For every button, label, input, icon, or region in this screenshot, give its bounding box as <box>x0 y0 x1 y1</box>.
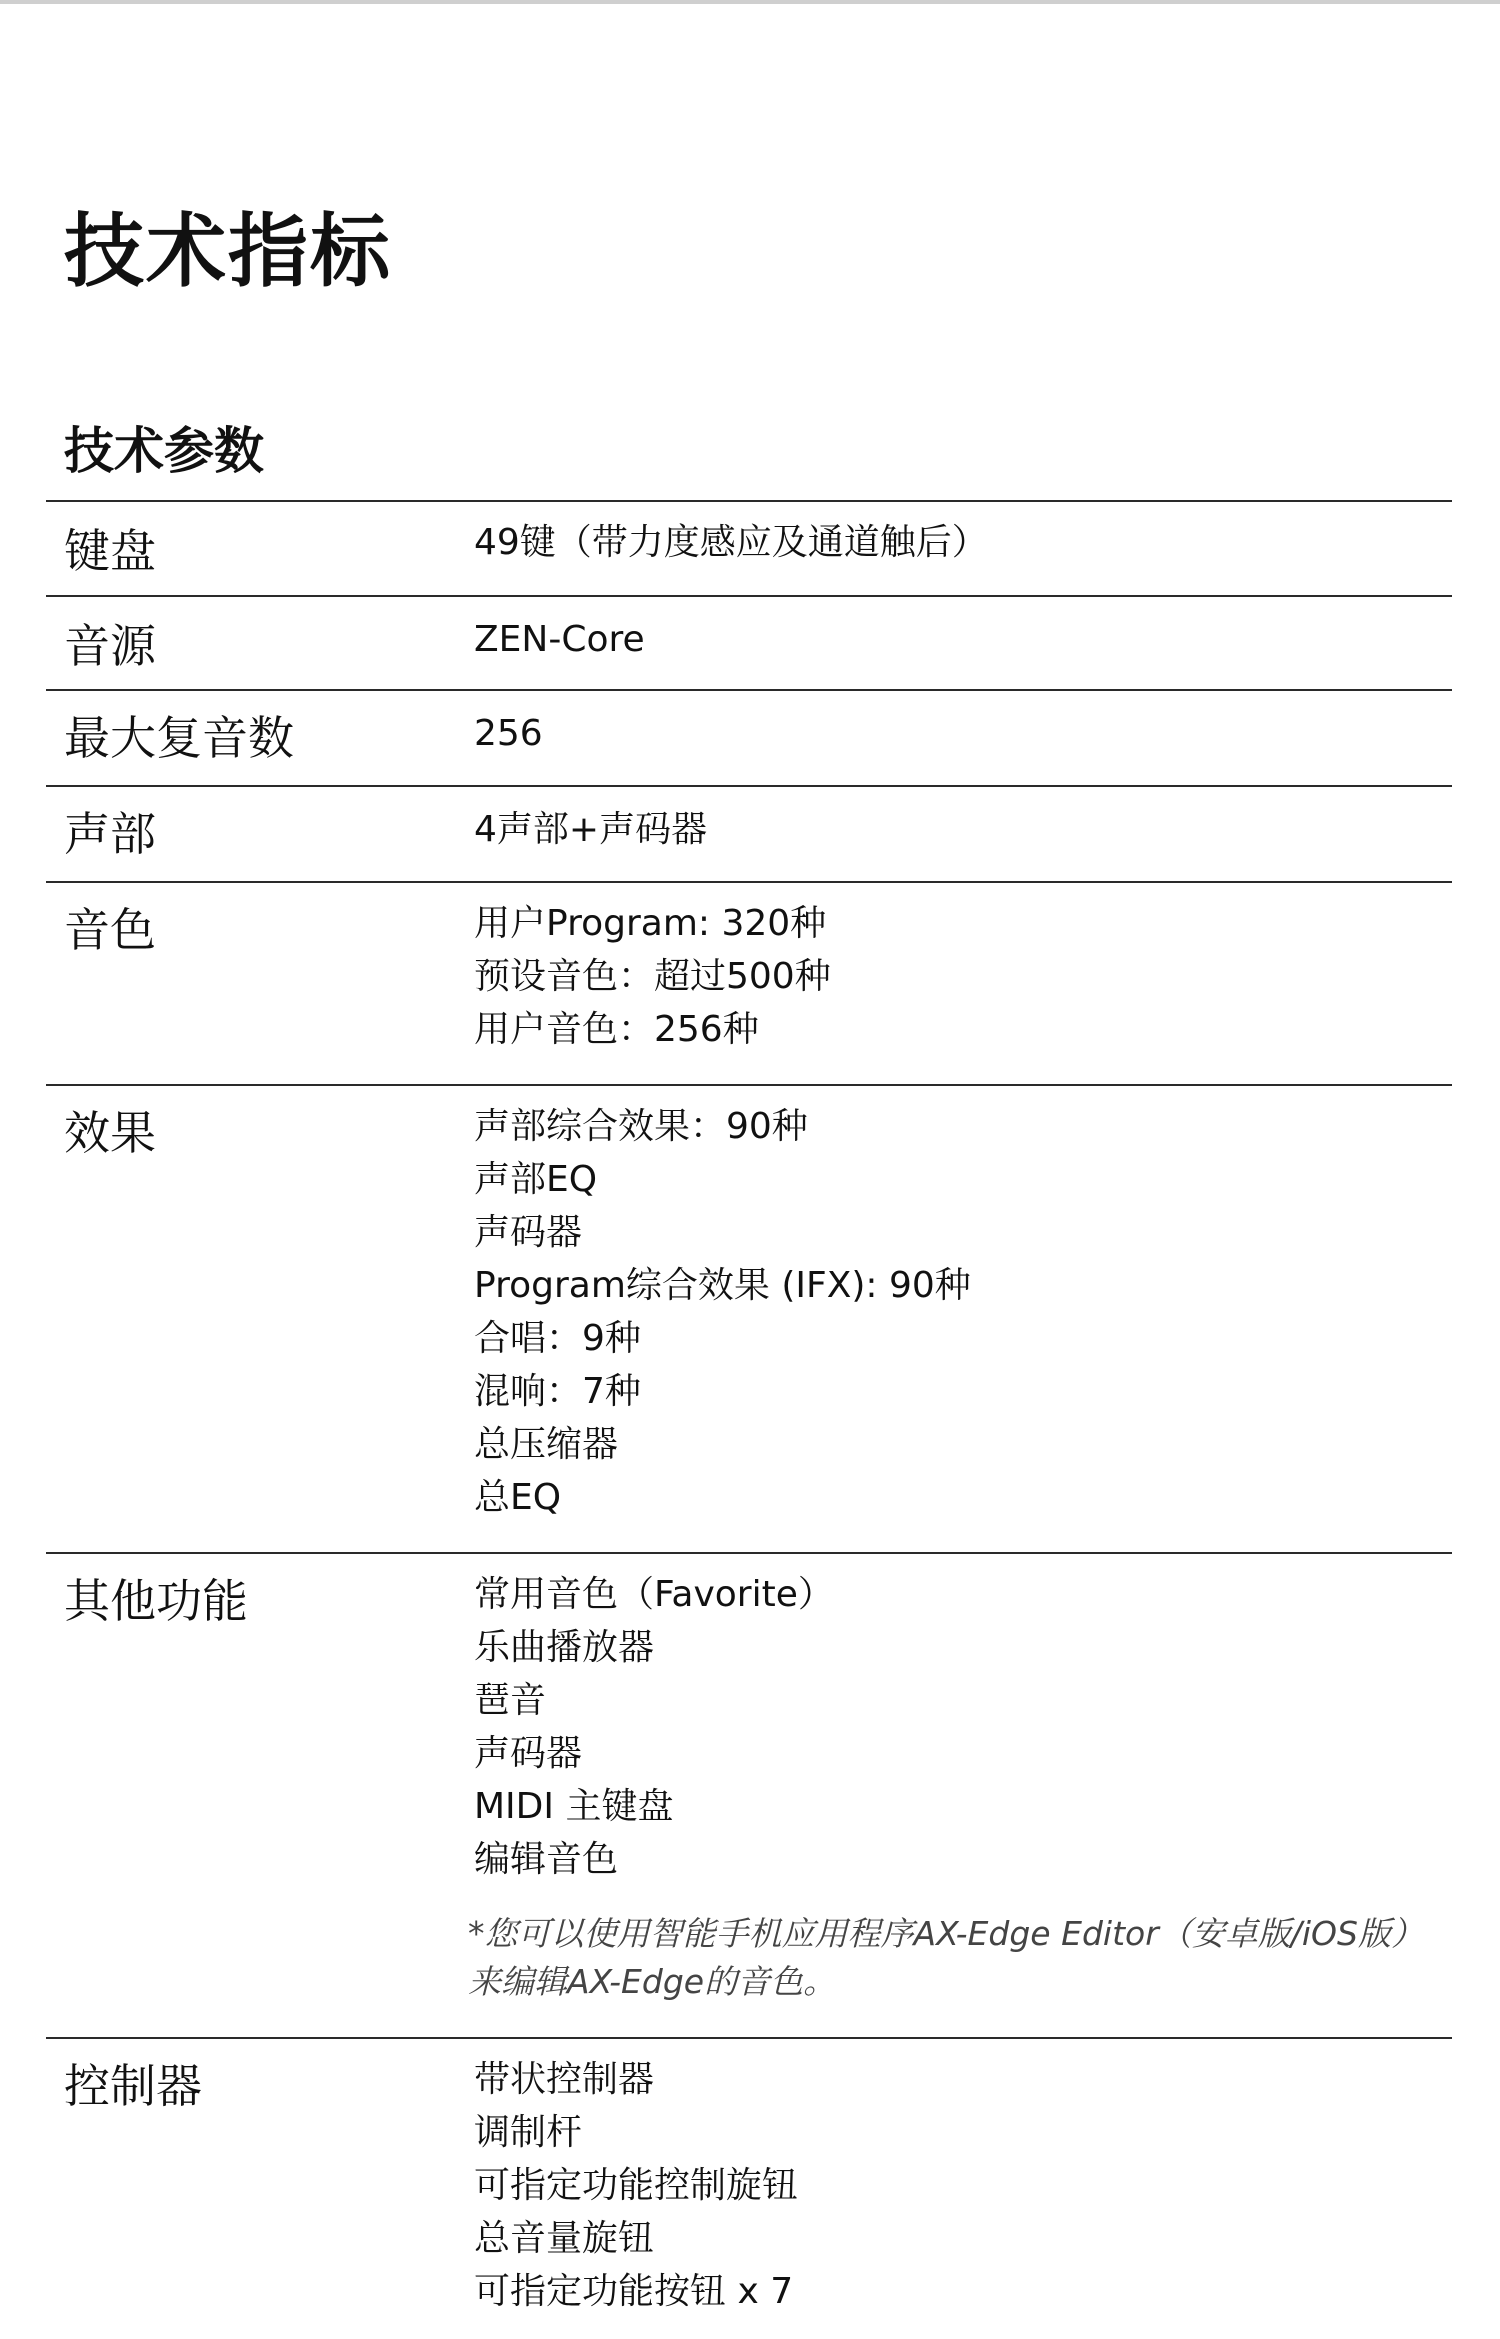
spec-value: 常用音色（Favorite） <box>474 1574 834 1615</box>
spec-label: 效果 <box>64 1106 156 1160</box>
spec-value: 混响：7种 <box>474 1371 641 1412</box>
spec-values <box>474 787 1452 881</box>
page-title: 技术指标 <box>64 205 392 298</box>
spec-values <box>474 2039 1452 2339</box>
spec-value: 乐曲播放器 <box>474 1627 655 1668</box>
spec-values <box>474 1086 1452 1552</box>
spec-row-effects <box>46 1084 1452 1552</box>
spec-value: 256 <box>474 713 543 754</box>
spec-label: 声部 <box>64 807 156 861</box>
spec-label: 最大复音数 <box>64 711 294 765</box>
spec-value: 总压缩器 <box>474 1424 619 1465</box>
spec-row-keyboard <box>46 500 1452 595</box>
spec-values <box>468 1554 1452 2037</box>
spec-value: 4声部+声码器 <box>474 809 708 850</box>
spec-row-tones <box>46 881 1452 1084</box>
spec-value: 49键（带力度感应及通道触后） <box>474 522 988 563</box>
spec-row-parts <box>46 785 1452 881</box>
spec-label: 音色 <box>64 903 156 957</box>
spec-label: 音源 <box>64 619 156 673</box>
note-line: *您可以使用智能手机应用程序AX-Edge Editor（安卓版/iOS版） <box>468 1914 1424 1953</box>
spec-label: 其他功能 <box>64 1574 248 1628</box>
spec-value: 可指定功能按钮 x 7 <box>474 2271 794 2312</box>
spec-value: 合唱：9种 <box>474 1318 641 1359</box>
spec-values <box>474 597 1452 689</box>
spec-value: 总EQ <box>474 1477 562 1518</box>
spec-values <box>474 883 1452 1084</box>
spec-value: 用户Program: 320种 <box>474 903 827 944</box>
spec-value: ZEN-Core <box>474 619 645 660</box>
editor-app-note <box>468 1910 1452 2006</box>
spec-value: 预设音色：超过500种 <box>474 956 831 997</box>
top-divider <box>0 0 1500 4</box>
spec-row-other-functions <box>46 1552 1452 2037</box>
spec-value: MIDI 主键盘 <box>474 1786 674 1827</box>
spec-value: 声部综合效果：90种 <box>474 1106 808 1147</box>
spec-value: 编辑音色 <box>474 1839 619 1880</box>
spec-value: 调制杆 <box>474 2112 583 2153</box>
spec-table <box>46 500 1452 2339</box>
spec-value: 可指定功能控制旋钮 <box>474 2165 799 2206</box>
spec-value: Program综合效果 (IFX): 90种 <box>474 1265 971 1306</box>
spec-value: 带状控制器 <box>474 2059 655 2100</box>
section-title: 技术参数 <box>64 422 264 480</box>
spec-value: 声部EQ <box>474 1159 598 1200</box>
spec-row-polyphony <box>46 689 1452 785</box>
spec-value: 琶音 <box>474 1680 547 1721</box>
spec-row-sound-source <box>46 595 1452 689</box>
spec-values <box>474 502 1452 595</box>
spec-label: 键盘 <box>64 524 156 578</box>
spec-values <box>474 691 1452 785</box>
note-line: 来编辑AX-Edge的音色。 <box>468 1962 837 2001</box>
spec-row-controllers <box>46 2037 1452 2339</box>
spec-label: 控制器 <box>64 2059 202 2113</box>
spec-value: 声码器 <box>474 1212 583 1253</box>
spec-value: 总音量旋钮 <box>474 2218 655 2259</box>
spec-value: 用户音色：256种 <box>474 1009 759 1050</box>
spec-value: 声码器 <box>474 1733 583 1774</box>
